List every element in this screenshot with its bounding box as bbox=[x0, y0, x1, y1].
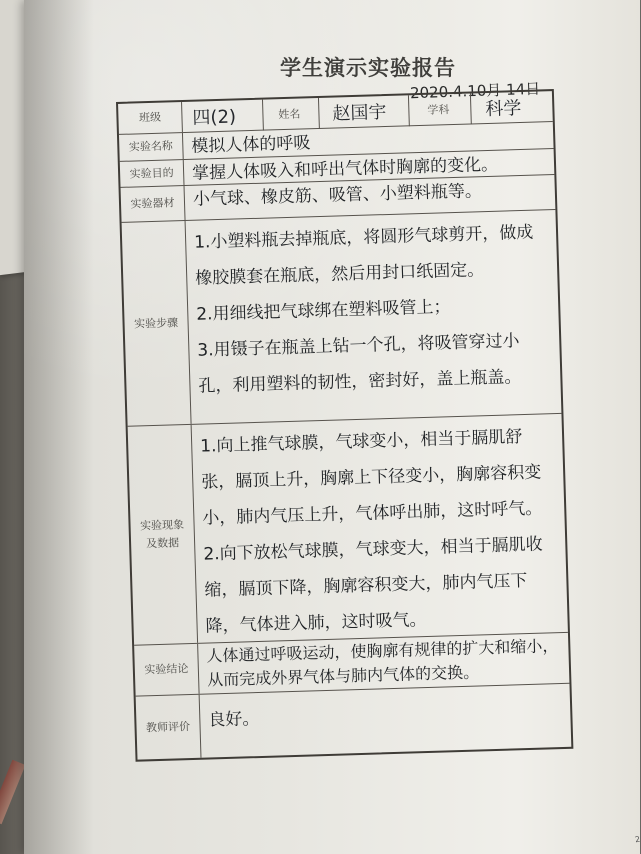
experiment-name-label-cell bbox=[119, 133, 184, 161]
report-date: 2020.4.10月 14日 bbox=[409, 79, 541, 103]
table-divider bbox=[262, 100, 264, 131]
evaluation-value: 良好。 bbox=[208, 709, 260, 731]
evaluation-row bbox=[136, 684, 572, 760]
steps-row bbox=[122, 210, 562, 427]
purpose-label: 实验目的 bbox=[129, 165, 174, 181]
paper-shadow bbox=[24, 0, 94, 854]
observations-value: 1.向上推气球膜，气球变小，相当于膈肌舒张，膈顶上升，胸廓上下径变小，胸廓容积变小，肺内气压上升，气体呼出肺，这时呼气。 2.向下放松气球膜，气球变大，相当于膈肌收缩，膈顶下降，胸廓容积变大，肺内气压下降，气体进入肺，这时吸气。 bbox=[199, 427, 543, 637]
evaluation-label-cell bbox=[136, 695, 202, 760]
observations-label bbox=[140, 516, 185, 553]
experiment-name-label: 实验名称 bbox=[128, 139, 174, 154]
class-label: 班级 bbox=[138, 110, 162, 125]
steps-value: 1.小塑料瓶去掉瓶底，将圆形气球剪开，做成橡胶膜套在瓶底，然后用封口纸固定。 2.用细线把气球绑在塑料吸管上； 3.用镊子在瓶盖上钻一个孔，将吸管穿过小孔，利用塑料的韧性，密封好，盖上瓶盖。 bbox=[193, 222, 534, 397]
table-divider bbox=[318, 98, 320, 129]
materials-label-cell bbox=[121, 186, 186, 222]
report-form-table bbox=[116, 89, 573, 762]
materials-value: 小气球、橡皮筋、吸管、小塑料瓶等。 bbox=[192, 181, 483, 210]
conclusion-label: 实验结论 bbox=[144, 662, 189, 677]
materials-label: 实验器材 bbox=[130, 196, 175, 211]
subject-label: 学科 bbox=[427, 103, 450, 117]
steps-label: 实验步骤 bbox=[133, 315, 179, 331]
evaluation-label: 教师评价 bbox=[145, 719, 191, 734]
observations-label-line1: 实验现象 bbox=[139, 518, 185, 533]
steps-label-cell bbox=[122, 221, 192, 426]
table-divider bbox=[470, 93, 472, 124]
purpose-value: 掌握人体吸入和呼出气体时胸廓的变化。 bbox=[191, 154, 499, 184]
name-value: 赵国宇 bbox=[332, 101, 387, 125]
class-label-cell bbox=[118, 102, 183, 134]
observations-label-cell bbox=[128, 425, 198, 645]
experiment-report-paper bbox=[24, 0, 640, 854]
edge-reflection bbox=[0, 760, 25, 825]
observations-row bbox=[128, 414, 568, 646]
conclusion-label-cell bbox=[134, 644, 199, 696]
class-value: 四(2) bbox=[192, 106, 237, 129]
conclusion-value: 人体通过呼吸运动，使胸廓有规律的扩大和缩小，从而完成外界气体与肺内气体的交换。 bbox=[206, 636, 559, 690]
purpose-label-cell bbox=[120, 160, 185, 187]
name-label: 姓名 bbox=[278, 107, 301, 122]
table-divider bbox=[408, 95, 410, 126]
experiment-name-value: 模拟人体的呼吸 bbox=[191, 133, 311, 157]
subject-value: 科学 bbox=[485, 97, 522, 121]
observations-label-line2: 及数据 bbox=[145, 536, 180, 551]
report-title: 学生演示实验报告 bbox=[280, 56, 456, 80]
page-number: 2 bbox=[634, 834, 641, 845]
